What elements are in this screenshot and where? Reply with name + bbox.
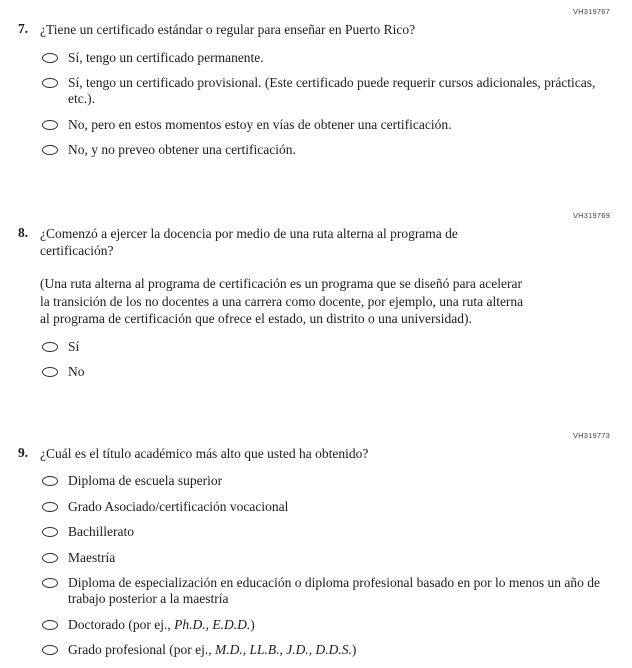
- question-text: ¿Cuál es el título académico más alto que usted ha obtenido?: [40, 445, 369, 461]
- option-row[interactable]: [40, 524, 610, 540]
- option-row[interactable]: [40, 550, 610, 566]
- question-code: VH319773: [572, 430, 610, 440]
- option-row[interactable]: [40, 339, 610, 355]
- option-label: Sí, tengo un certificado provisional. (Este certificado puede requerir cursos adicionales, prácticas, etc.).: [68, 75, 596, 107]
- answer-oval-icon[interactable]: [42, 578, 58, 588]
- option-row[interactable]: [40, 117, 610, 133]
- question-7: [18, 6, 610, 168]
- option-label-italic: Ph.D., E.D.D.: [174, 616, 251, 632]
- option-row[interactable]: [40, 499, 610, 515]
- answer-oval-icon[interactable]: [42, 120, 58, 130]
- option-label: Grado Asociado/certificación vocacional: [68, 498, 289, 514]
- question-number: 7.: [18, 21, 29, 36]
- option-row[interactable]: [40, 50, 610, 66]
- options-list: [40, 50, 610, 159]
- option-label-text: ): [351, 642, 357, 658]
- question-8: [18, 210, 610, 390]
- option-label: [68, 642, 356, 658]
- answer-oval-icon[interactable]: [42, 53, 58, 63]
- option-label: Diploma de especialización en educación o diploma profesional basado en por lo menos un año de trabajo posterior a la maestría: [68, 574, 600, 607]
- option-row[interactable]: [40, 364, 610, 380]
- question-content: [38, 445, 610, 668]
- option-label-text: ): [250, 616, 255, 632]
- option-label: No, y no preveo obtener una certificación.: [68, 142, 296, 158]
- answer-oval-icon[interactable]: [42, 502, 58, 512]
- question-number: 8.: [18, 224, 29, 240]
- answer-oval-icon[interactable]: [42, 145, 58, 155]
- option-label: No: [68, 364, 85, 380]
- options-list: [40, 473, 610, 659]
- options-list: [40, 339, 610, 381]
- question-text: ¿Tiene un certificado estándar o regular para enseñar en Puerto Rico?: [40, 22, 416, 37]
- question-content: [38, 21, 610, 168]
- option-row[interactable]: [40, 642, 610, 658]
- option-row[interactable]: [40, 142, 610, 158]
- question-note: (Una ruta alterna al programa de certificación es un programa que se diseñó para acelerar la transición de los no docentes a una carrera como docente, por ejemplo, una ruta alterna al programa de certificación que ofrece el estado, un distrito o una universidad).: [40, 275, 524, 327]
- question-content: [38, 225, 610, 390]
- option-label: [68, 617, 255, 633]
- answer-oval-icon[interactable]: [42, 342, 58, 352]
- question-code: VH319769: [572, 210, 610, 220]
- answer-oval-icon[interactable]: [42, 645, 58, 655]
- option-label-text: Doctorado (por ej.,: [68, 616, 175, 632]
- option-row[interactable]: [40, 575, 610, 608]
- option-label-italic: M.D., LL.B., J.D., D.D.S.: [214, 642, 352, 658]
- option-label: Sí, tengo un certificado permanente.: [68, 49, 264, 65]
- question-text: ¿Comenzó a ejercer la docencia por medio de una ruta alterna al programa de certificación?: [40, 225, 458, 259]
- option-label: Diploma de escuela superior: [68, 473, 223, 489]
- question-code: VH319767: [572, 7, 610, 16]
- option-label: Bachillerato: [68, 524, 134, 540]
- option-label: No, pero en estos momentos estoy en vías de obtener una certificación.: [68, 116, 452, 132]
- option-label: Sí: [68, 338, 80, 354]
- answer-oval-icon[interactable]: [42, 527, 58, 537]
- option-label-text: Grado profesional (por ej.,: [68, 642, 215, 658]
- answer-oval-icon[interactable]: [42, 620, 58, 630]
- option-label: Maestría: [68, 549, 116, 565]
- question-number: 9.: [18, 444, 29, 460]
- option-row[interactable]: [40, 473, 610, 489]
- question-9: [18, 430, 610, 668]
- option-row[interactable]: [40, 617, 610, 633]
- answer-oval-icon[interactable]: [42, 553, 58, 563]
- answer-oval-icon[interactable]: [42, 367, 58, 377]
- answer-oval-icon[interactable]: [42, 476, 58, 486]
- answer-oval-icon[interactable]: [42, 78, 58, 88]
- option-row[interactable]: [40, 75, 610, 108]
